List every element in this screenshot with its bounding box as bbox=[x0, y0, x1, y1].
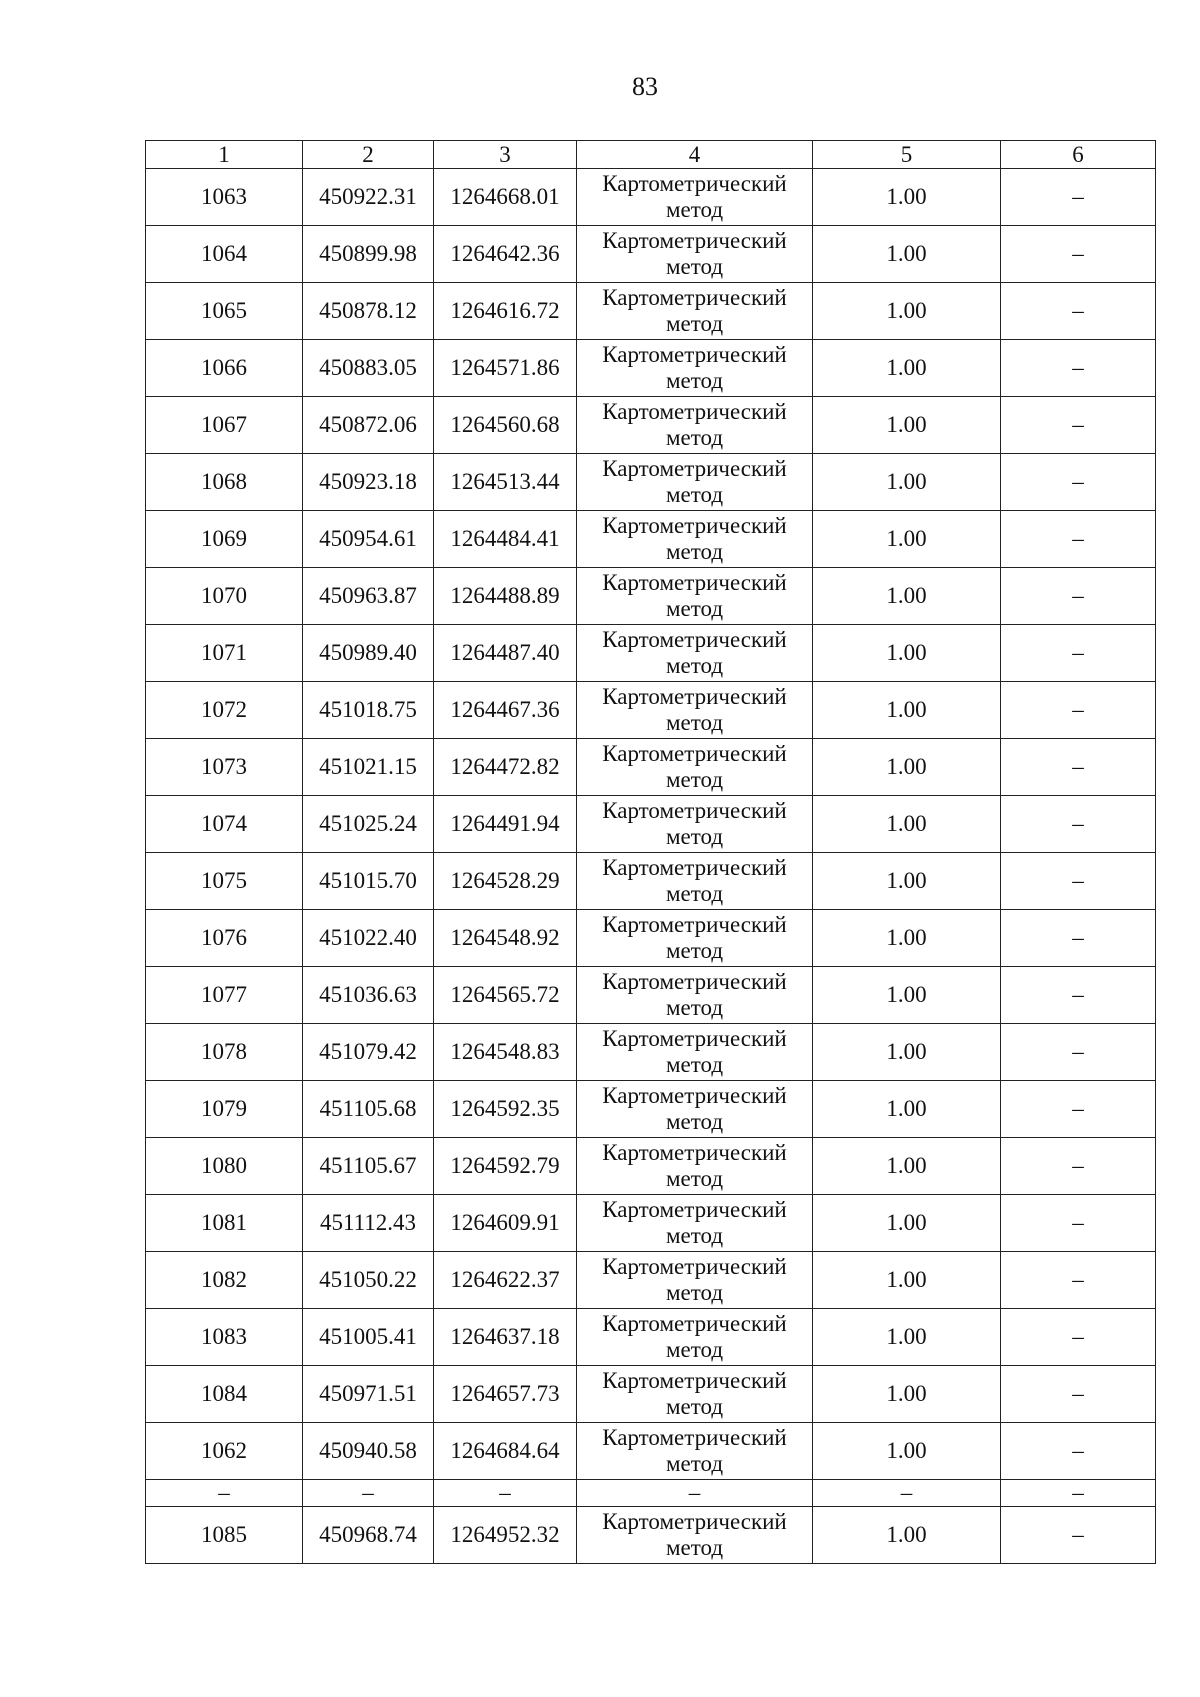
method-line-2: метод bbox=[665, 311, 724, 336]
table-row bbox=[146, 739, 1156, 796]
y-coordinate-cell: 1264609.91 bbox=[434, 1195, 577, 1252]
method-cell bbox=[577, 1024, 813, 1081]
accuracy-cell: 1.00 bbox=[813, 397, 1001, 454]
table-row bbox=[146, 796, 1156, 853]
method-line-1: Картометрический bbox=[602, 1509, 787, 1534]
table-row bbox=[146, 1081, 1156, 1138]
method-line-1: Картометрический bbox=[602, 1026, 787, 1051]
y-coordinate-cell: 1264684.64 bbox=[434, 1423, 577, 1480]
y-coordinate-cell: 1264565.72 bbox=[434, 967, 577, 1024]
method-line-1: Картометрический bbox=[602, 513, 787, 538]
x-coordinate-cell: – bbox=[303, 1480, 434, 1507]
method-line-1: Картометрический bbox=[602, 1140, 787, 1165]
x-coordinate-cell: 450989.40 bbox=[303, 625, 434, 682]
table-row bbox=[146, 1252, 1156, 1309]
note-cell: – bbox=[1001, 1480, 1156, 1507]
point-number-cell: 1066 bbox=[146, 340, 303, 397]
point-number-cell: 1062 bbox=[146, 1423, 303, 1480]
x-coordinate-cell: 451105.67 bbox=[303, 1138, 434, 1195]
y-coordinate-cell: 1264616.72 bbox=[434, 283, 577, 340]
point-number-cell: 1084 bbox=[146, 1366, 303, 1423]
note-cell: – bbox=[1001, 397, 1156, 454]
accuracy-cell: 1.00 bbox=[813, 853, 1001, 910]
y-coordinate-cell: 1264952.32 bbox=[434, 1507, 577, 1564]
table-row bbox=[146, 226, 1156, 283]
table-row bbox=[146, 1366, 1156, 1423]
method-line-2: метод bbox=[665, 539, 724, 564]
x-coordinate-cell: 451112.43 bbox=[303, 1195, 434, 1252]
x-coordinate-cell: 450878.12 bbox=[303, 283, 434, 340]
y-coordinate-cell: 1264487.40 bbox=[434, 625, 577, 682]
y-coordinate-cell: 1264592.35 bbox=[434, 1081, 577, 1138]
y-coordinate-cell: 1264657.73 bbox=[434, 1366, 577, 1423]
table-row bbox=[146, 910, 1156, 967]
method-line-1: Картометрический bbox=[602, 798, 787, 823]
method-line-2: метод bbox=[665, 425, 724, 450]
table-row bbox=[146, 1309, 1156, 1366]
method-line-2: метод bbox=[665, 1337, 724, 1362]
note-cell: – bbox=[1001, 226, 1156, 283]
method-cell bbox=[577, 1480, 813, 1507]
table-row bbox=[146, 853, 1156, 910]
method-line-2: метод bbox=[665, 254, 724, 279]
y-coordinate-cell: 1264488.89 bbox=[434, 568, 577, 625]
x-coordinate-cell: 450899.98 bbox=[303, 226, 434, 283]
method-cell bbox=[577, 1309, 813, 1366]
y-coordinate-cell: 1264472.82 bbox=[434, 739, 577, 796]
method-cell bbox=[577, 796, 813, 853]
note-cell: – bbox=[1001, 283, 1156, 340]
method-line-2: метод bbox=[665, 482, 724, 507]
method-line-1: Картометрический bbox=[602, 1425, 787, 1450]
y-coordinate-cell: 1264622.37 bbox=[434, 1252, 577, 1309]
point-number-cell: 1076 bbox=[146, 910, 303, 967]
method-cell bbox=[577, 967, 813, 1024]
method-cell bbox=[577, 1195, 813, 1252]
method-line-2: метод bbox=[665, 1280, 724, 1305]
point-number-cell: 1085 bbox=[146, 1507, 303, 1564]
point-number-cell: 1071 bbox=[146, 625, 303, 682]
note-cell: – bbox=[1001, 625, 1156, 682]
accuracy-cell: 1.00 bbox=[813, 1024, 1001, 1081]
method-line-2: метод bbox=[665, 767, 724, 792]
point-number-cell: 1065 bbox=[146, 283, 303, 340]
method-line-2: метод bbox=[665, 653, 724, 678]
x-coordinate-cell: 451036.63 bbox=[303, 967, 434, 1024]
accuracy-cell: – bbox=[813, 1480, 1001, 1507]
column-header: 4 bbox=[577, 141, 813, 169]
x-coordinate-cell: 450968.74 bbox=[303, 1507, 434, 1564]
point-number-cell: 1073 bbox=[146, 739, 303, 796]
accuracy-cell: 1.00 bbox=[813, 283, 1001, 340]
y-coordinate-cell: 1264642.36 bbox=[434, 226, 577, 283]
method-line-1: Картометрический bbox=[602, 627, 787, 652]
method-line-1: Картометрический bbox=[602, 285, 787, 310]
table-row bbox=[146, 568, 1156, 625]
method-line-2: метод bbox=[665, 710, 724, 735]
note-cell: – bbox=[1001, 1081, 1156, 1138]
method-line-1: Картометрический bbox=[602, 1368, 787, 1393]
method-line-1: Картометрический bbox=[602, 684, 787, 709]
x-coordinate-cell: 450963.87 bbox=[303, 568, 434, 625]
point-number-cell: 1077 bbox=[146, 967, 303, 1024]
method-line-1: Картометрический bbox=[602, 171, 787, 196]
y-coordinate-cell: 1264592.79 bbox=[434, 1138, 577, 1195]
y-coordinate-cell: 1264484.41 bbox=[434, 511, 577, 568]
table-row bbox=[146, 169, 1156, 226]
x-coordinate-cell: 451105.68 bbox=[303, 1081, 434, 1138]
method-line-2: метод bbox=[665, 197, 724, 222]
table-row bbox=[146, 967, 1156, 1024]
table-row bbox=[146, 397, 1156, 454]
x-coordinate-cell: 451018.75 bbox=[303, 682, 434, 739]
method-cell bbox=[577, 1507, 813, 1564]
method-line-1: Картометрический bbox=[602, 741, 787, 766]
note-cell: – bbox=[1001, 568, 1156, 625]
y-coordinate-cell: – bbox=[434, 1480, 577, 1507]
table-row bbox=[146, 1138, 1156, 1195]
method-cell bbox=[577, 568, 813, 625]
y-coordinate-cell: 1264491.94 bbox=[434, 796, 577, 853]
column-header: 5 bbox=[813, 141, 1001, 169]
note-cell: – bbox=[1001, 739, 1156, 796]
note-cell: – bbox=[1001, 454, 1156, 511]
method-line-1: Картометрический bbox=[602, 456, 787, 481]
y-coordinate-cell: 1264513.44 bbox=[434, 454, 577, 511]
method-line-1: Картометрический bbox=[602, 399, 787, 424]
note-cell: – bbox=[1001, 1138, 1156, 1195]
method-line-2: метод bbox=[665, 368, 724, 393]
column-header: 2 bbox=[303, 141, 434, 169]
point-number-cell: 1074 bbox=[146, 796, 303, 853]
method-line-2: метод bbox=[665, 1052, 724, 1077]
method-cell bbox=[577, 511, 813, 568]
accuracy-cell: 1.00 bbox=[813, 226, 1001, 283]
note-cell: – bbox=[1001, 511, 1156, 568]
accuracy-cell: 1.00 bbox=[813, 1195, 1001, 1252]
y-coordinate-cell: 1264467.36 bbox=[434, 682, 577, 739]
x-coordinate-cell: 451079.42 bbox=[303, 1024, 434, 1081]
x-coordinate-cell: 450923.18 bbox=[303, 454, 434, 511]
accuracy-cell: 1.00 bbox=[813, 1309, 1001, 1366]
point-number-cell: 1064 bbox=[146, 226, 303, 283]
accuracy-cell: 1.00 bbox=[813, 511, 1001, 568]
table-row bbox=[146, 1507, 1156, 1564]
y-coordinate-cell: 1264548.83 bbox=[434, 1024, 577, 1081]
note-cell: – bbox=[1001, 1252, 1156, 1309]
table-row bbox=[146, 340, 1156, 397]
method-cell bbox=[577, 340, 813, 397]
method-line-2: метод bbox=[665, 995, 724, 1020]
accuracy-cell: 1.00 bbox=[813, 454, 1001, 511]
method-cell bbox=[577, 1423, 813, 1480]
point-number-cell: 1072 bbox=[146, 682, 303, 739]
column-header: 1 bbox=[146, 141, 303, 169]
y-coordinate-cell: 1264528.29 bbox=[434, 853, 577, 910]
note-cell: – bbox=[1001, 340, 1156, 397]
method-line-1: Картометрический bbox=[602, 342, 787, 367]
method-line-2: метод bbox=[665, 1451, 724, 1476]
method-cell bbox=[577, 169, 813, 226]
table-row bbox=[146, 283, 1156, 340]
method-line-1: Картометрический bbox=[602, 1311, 787, 1336]
method-cell bbox=[577, 910, 813, 967]
note-cell: – bbox=[1001, 853, 1156, 910]
point-number-cell: 1083 bbox=[146, 1309, 303, 1366]
method-line-2: метод bbox=[665, 824, 724, 849]
coordinates-table bbox=[145, 140, 1156, 1564]
note-cell: – bbox=[1001, 1309, 1156, 1366]
table-row bbox=[146, 511, 1156, 568]
accuracy-cell: 1.00 bbox=[813, 169, 1001, 226]
method-line-2: метод bbox=[665, 1394, 724, 1419]
x-coordinate-cell: 451050.22 bbox=[303, 1252, 434, 1309]
accuracy-cell: 1.00 bbox=[813, 625, 1001, 682]
x-coordinate-cell: 450940.58 bbox=[303, 1423, 434, 1480]
method-line-1: Картометрический bbox=[602, 1197, 787, 1222]
note-cell: – bbox=[1001, 169, 1156, 226]
table-row bbox=[146, 1195, 1156, 1252]
x-coordinate-cell: 450922.31 bbox=[303, 169, 434, 226]
point-number-cell: 1080 bbox=[146, 1138, 303, 1195]
method-line-2: метод bbox=[665, 1223, 724, 1248]
method-line-1: Картометрический bbox=[602, 1083, 787, 1108]
accuracy-cell: 1.00 bbox=[813, 910, 1001, 967]
method-cell bbox=[577, 1081, 813, 1138]
table-row bbox=[146, 1423, 1156, 1480]
point-number-cell: 1079 bbox=[146, 1081, 303, 1138]
x-coordinate-cell: 450954.61 bbox=[303, 511, 434, 568]
accuracy-cell: 1.00 bbox=[813, 1423, 1001, 1480]
method-cell bbox=[577, 454, 813, 511]
column-header: 3 bbox=[434, 141, 577, 169]
method-line-2: метод bbox=[665, 1535, 724, 1560]
point-number-cell: 1068 bbox=[146, 454, 303, 511]
point-number-cell: 1069 bbox=[146, 511, 303, 568]
point-number-cell: 1082 bbox=[146, 1252, 303, 1309]
note-cell: – bbox=[1001, 682, 1156, 739]
table-row bbox=[146, 625, 1156, 682]
method-cell bbox=[577, 397, 813, 454]
x-coordinate-cell: 451022.40 bbox=[303, 910, 434, 967]
point-number-cell: 1070 bbox=[146, 568, 303, 625]
point-number-cell: 1063 bbox=[146, 169, 303, 226]
note-cell: – bbox=[1001, 967, 1156, 1024]
x-coordinate-cell: 451021.15 bbox=[303, 739, 434, 796]
note-cell: – bbox=[1001, 1195, 1156, 1252]
y-coordinate-cell: 1264548.92 bbox=[434, 910, 577, 967]
method-line-1: Картометрический bbox=[602, 912, 787, 937]
accuracy-cell: 1.00 bbox=[813, 796, 1001, 853]
accuracy-cell: 1.00 bbox=[813, 340, 1001, 397]
method-cell bbox=[577, 283, 813, 340]
y-coordinate-cell: 1264668.01 bbox=[434, 169, 577, 226]
accuracy-cell: 1.00 bbox=[813, 1507, 1001, 1564]
x-coordinate-cell: 450971.51 bbox=[303, 1366, 434, 1423]
method-line-1: Картометрический bbox=[602, 969, 787, 994]
method-cell bbox=[577, 853, 813, 910]
x-coordinate-cell: 451005.41 bbox=[303, 1309, 434, 1366]
x-coordinate-cell: 451015.70 bbox=[303, 853, 434, 910]
method-line-2: метод bbox=[665, 881, 724, 906]
accuracy-cell: 1.00 bbox=[813, 568, 1001, 625]
point-number-cell: 1081 bbox=[146, 1195, 303, 1252]
note-cell: – bbox=[1001, 1366, 1156, 1423]
y-coordinate-cell: 1264560.68 bbox=[434, 397, 577, 454]
method-cell bbox=[577, 625, 813, 682]
column-header: 6 bbox=[1001, 141, 1156, 169]
page-number: 83 bbox=[632, 72, 658, 101]
point-number-cell: 1075 bbox=[146, 853, 303, 910]
method-line-2: метод bbox=[665, 1109, 724, 1134]
accuracy-cell: 1.00 bbox=[813, 682, 1001, 739]
accuracy-cell: 1.00 bbox=[813, 1138, 1001, 1195]
table-row bbox=[146, 682, 1156, 739]
method-line-2: метод bbox=[665, 938, 724, 963]
method-cell bbox=[577, 1252, 813, 1309]
point-number-cell: – bbox=[146, 1480, 303, 1507]
note-cell: – bbox=[1001, 796, 1156, 853]
method-line-2: метод bbox=[665, 596, 724, 621]
method-line-1: Картометрический bbox=[602, 570, 787, 595]
point-number-cell: 1067 bbox=[146, 397, 303, 454]
table-row bbox=[146, 1024, 1156, 1081]
note-cell: – bbox=[1001, 1423, 1156, 1480]
x-coordinate-cell: 450872.06 bbox=[303, 397, 434, 454]
separator-row bbox=[146, 1480, 1156, 1507]
method-line-1: Картометрический bbox=[602, 228, 787, 253]
note-cell: – bbox=[1001, 1024, 1156, 1081]
method-cell bbox=[577, 739, 813, 796]
accuracy-cell: 1.00 bbox=[813, 1366, 1001, 1423]
accuracy-cell: 1.00 bbox=[813, 1081, 1001, 1138]
table-header-row bbox=[146, 141, 1156, 169]
method-line-1: – bbox=[688, 1480, 701, 1505]
table-body bbox=[146, 169, 1156, 1564]
accuracy-cell: 1.00 bbox=[813, 1252, 1001, 1309]
method-cell bbox=[577, 1138, 813, 1195]
y-coordinate-cell: 1264637.18 bbox=[434, 1309, 577, 1366]
point-number-cell: 1078 bbox=[146, 1024, 303, 1081]
x-coordinate-cell: 450883.05 bbox=[303, 340, 434, 397]
method-line-1: Картометрический bbox=[602, 1254, 787, 1279]
method-line-1: Картометрический bbox=[602, 855, 787, 880]
accuracy-cell: 1.00 bbox=[813, 967, 1001, 1024]
method-cell bbox=[577, 682, 813, 739]
method-cell bbox=[577, 226, 813, 283]
note-cell: – bbox=[1001, 1507, 1156, 1564]
note-cell: – bbox=[1001, 910, 1156, 967]
method-cell bbox=[577, 1366, 813, 1423]
table-row bbox=[146, 454, 1156, 511]
y-coordinate-cell: 1264571.86 bbox=[434, 340, 577, 397]
x-coordinate-cell: 451025.24 bbox=[303, 796, 434, 853]
accuracy-cell: 1.00 bbox=[813, 739, 1001, 796]
method-line-2: метод bbox=[665, 1166, 724, 1191]
